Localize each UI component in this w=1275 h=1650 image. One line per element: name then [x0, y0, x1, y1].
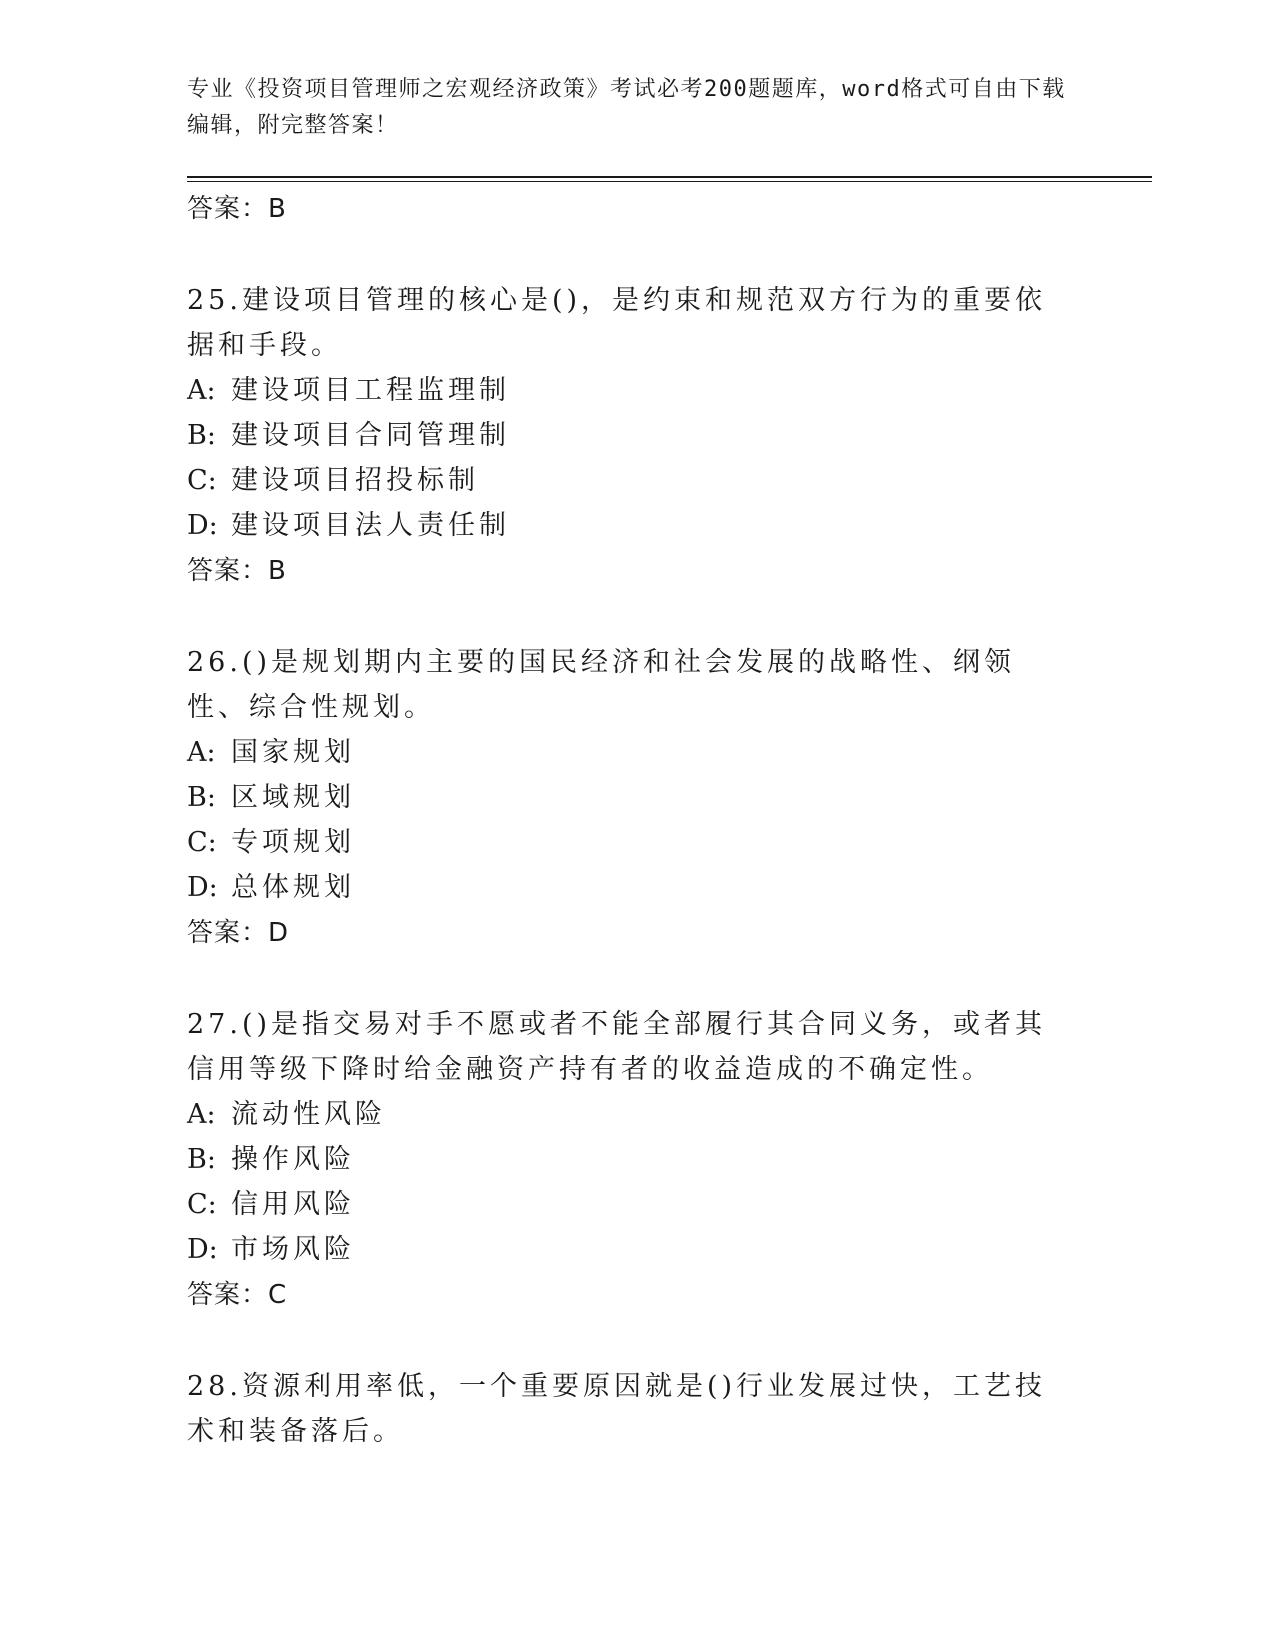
question-text: 26.()是规划期内主要的国民经济和社会发展的战略性、纲领性、综合性规划。	[187, 647, 1016, 723]
option-letter: B:	[187, 1144, 216, 1175]
option-d	[187, 1227, 1067, 1272]
header-divider-thin	[187, 181, 1152, 182]
option-letter: C:	[187, 827, 217, 858]
option-letter: B:	[187, 782, 216, 813]
question-text: 27.()是指交易对手不愿或者不能全部履行其合同义务，或者其信用等级下降时给金融资产持有者的收益造成的不确定性。	[187, 1009, 1047, 1085]
option-text: 专项规划	[231, 827, 355, 858]
option-letter: B:	[187, 420, 216, 451]
option-text: 建设项目合同管理制	[231, 420, 510, 451]
option-letter: D:	[187, 1234, 218, 1265]
answer-line: 答案：B	[187, 194, 287, 224]
option-text: 信用风险	[231, 1189, 355, 1220]
option-d	[187, 865, 1067, 910]
option-letter: C:	[187, 1189, 217, 1220]
option-letter: A:	[187, 1099, 216, 1130]
option-text: 区域规划	[231, 782, 355, 813]
question-text: 28.资源利用率低，一个重要原因就是()行业发展过快，工艺技术和装备落后。	[187, 1371, 1047, 1447]
option-text: 流动性风险	[231, 1099, 386, 1130]
option-b	[187, 775, 1067, 820]
question-block	[187, 1364, 1067, 1454]
option-letter: C:	[187, 465, 217, 496]
document-header: 专业《投资项目管理师之宏观经济政策》考试必考200题题库，word格式可自由下载编辑，附完整答案！	[187, 77, 1066, 138]
option-text: 建设项目法人责任制	[231, 510, 510, 541]
option-letter: D:	[187, 510, 218, 541]
question-text: 25.建设项目管理的核心是()，是约束和规范双方行为的重要依据和手段。	[187, 285, 1047, 361]
question-block	[187, 278, 1067, 594]
answer-line: 答案：D	[187, 918, 290, 948]
answer-line: 答案：C	[187, 1280, 288, 1310]
question-block	[187, 1002, 1067, 1318]
option-letter: A:	[187, 375, 216, 406]
option-text: 建设项目招投标制	[231, 465, 479, 496]
option-c	[187, 458, 1067, 503]
option-b	[187, 413, 1067, 458]
option-a	[187, 730, 1067, 775]
question-list	[187, 186, 1067, 1454]
option-text: 国家规划	[231, 737, 355, 768]
option-a	[187, 1092, 1067, 1137]
option-a	[187, 368, 1067, 413]
option-text: 建设项目工程监理制	[231, 375, 510, 406]
question-block	[187, 640, 1067, 956]
header-divider	[187, 176, 1152, 178]
option-letter: D:	[187, 872, 218, 903]
option-text: 总体规划	[231, 872, 355, 903]
option-text: 操作风险	[231, 1144, 355, 1175]
answer-line: 答案：B	[187, 556, 287, 586]
option-c	[187, 820, 1067, 865]
option-b	[187, 1137, 1067, 1182]
option-letter: A:	[187, 737, 216, 768]
option-c	[187, 1182, 1067, 1227]
option-d	[187, 503, 1067, 548]
option-text: 市场风险	[231, 1234, 355, 1265]
